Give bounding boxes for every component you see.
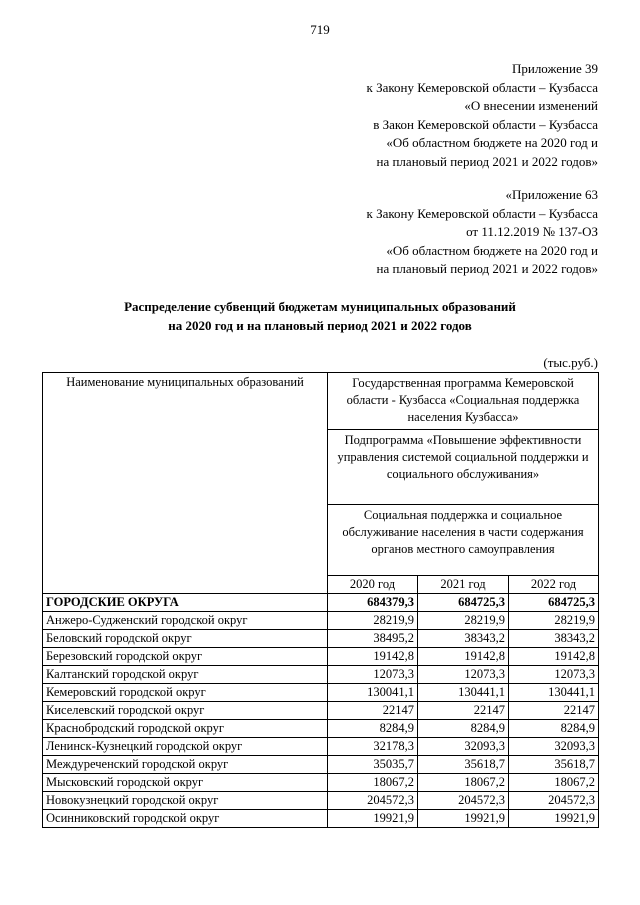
value-2020: 130041,1 [328, 684, 418, 702]
value-2020: 38495,2 [328, 630, 418, 648]
table-row [43, 792, 599, 810]
title-line-2: на 2020 год и на плановый период 2021 и 2022 годов [168, 318, 472, 333]
value-2021: 8284,9 [418, 720, 509, 738]
value-2021: 684725,3 [418, 594, 509, 612]
value-2022: 28219,9 [509, 612, 599, 630]
year-header: 2021 год [418, 576, 509, 594]
value-2022: 204572,3 [509, 792, 599, 810]
table-row [43, 630, 599, 648]
value-2020: 28219,9 [328, 612, 418, 630]
value-2020: 32178,3 [328, 738, 418, 756]
appendix-line: от 11.12.2019 № 137-ОЗ [466, 224, 598, 239]
table-row [43, 756, 599, 774]
column-header-name: Наименование муниципальных образований [43, 373, 328, 594]
appendix-line: к Закону Кемеровской области – Кузбасса [366, 79, 598, 95]
value-2020: 684379,3 [328, 594, 418, 612]
table-row [43, 612, 599, 630]
row-name: Краснобродский городской округ [43, 720, 328, 738]
row-name: Мысковский городской округ [43, 774, 328, 792]
subprogram-header: Подпрограмма «Повышение эффективности управления системой социальной поддержки и социального обслуживания» [328, 430, 599, 505]
appendix-line: «О внесении изменений [464, 98, 598, 113]
total-row [43, 594, 599, 612]
value-2020: 8284,9 [328, 720, 418, 738]
year-header: 2020 год [328, 576, 418, 594]
program-header: Государственная программа Кемеровской области - Кузбасса «Социальная поддержка населения Кузбасса» [328, 373, 599, 430]
value-2020: 18067,2 [328, 774, 418, 792]
row-name: Березовский городской округ [43, 648, 328, 666]
title-line-1: Распределение субвенций бюджетам муниципальных образований [124, 299, 516, 314]
table-row [43, 684, 599, 702]
row-name: Междуреченский городской округ [43, 756, 328, 774]
table-row [43, 702, 599, 720]
value-2021: 18067,2 [418, 774, 509, 792]
subventions-table [42, 372, 599, 828]
value-2021: 32093,3 [418, 738, 509, 756]
value-2022: 38343,2 [509, 630, 599, 648]
appendix-line: на плановый период 2021 и 2022 годов» [376, 153, 598, 169]
measure-header: Социальная поддержка и социальное обслуживание населения в части содержания органов местного самоуправления [328, 505, 599, 576]
value-2022: 8284,9 [509, 720, 599, 738]
value-2021: 19142,8 [418, 648, 509, 666]
appendix-line: Приложение 39 [511, 61, 598, 76]
appendix-line: «Об областном бюджете на 2020 год и [386, 242, 598, 258]
table-row [43, 648, 599, 666]
table-row [43, 666, 599, 684]
value-2020: 204572,3 [328, 792, 418, 810]
year-header: 2022 год [509, 576, 599, 594]
appendix-line: к Закону Кемеровской области – Кузбасса [366, 205, 598, 221]
value-2022: 32093,3 [509, 738, 599, 756]
value-2020: 12073,3 [328, 666, 418, 684]
value-2022: 18067,2 [509, 774, 599, 792]
appendix-current [367, 60, 599, 171]
value-2020: 19142,8 [328, 648, 418, 666]
row-name: Киселевский городской округ [43, 702, 328, 720]
value-2021: 22147 [418, 702, 509, 720]
table-row [43, 774, 599, 792]
appendix-line: «Приложение 63 [505, 187, 598, 202]
row-name: Новокузнецкий городской округ [43, 792, 328, 810]
value-2022: 22147 [509, 702, 599, 720]
value-2022: 19921,9 [509, 810, 599, 828]
page-number: 719 [310, 22, 330, 37]
document-title [0, 297, 640, 335]
value-2022: 35618,7 [509, 756, 599, 774]
table-row [43, 720, 599, 738]
value-2022: 130441,1 [509, 684, 599, 702]
value-2021: 38343,2 [418, 630, 509, 648]
row-name: Калтанский городской округ [43, 666, 328, 684]
value-2021: 28219,9 [418, 612, 509, 630]
value-2022: 684725,3 [509, 594, 599, 612]
value-2022: 19142,8 [509, 648, 599, 666]
appendix-line: на плановый период 2021 и 2022 годов» [376, 261, 598, 276]
row-name: Осинниковский городской округ [43, 810, 328, 828]
value-2021: 35618,7 [418, 756, 509, 774]
table-row [43, 810, 599, 828]
appendix-original [367, 186, 599, 279]
value-2021: 19921,9 [418, 810, 509, 828]
table-row [43, 738, 599, 756]
row-name: Беловский городской округ [43, 630, 328, 648]
value-2021: 130441,1 [418, 684, 509, 702]
appendix-line: «Об областном бюджете на 2020 год и [386, 135, 598, 150]
value-2020: 19921,9 [328, 810, 418, 828]
appendix-line: в Закон Кемеровской области – Кузбасса [373, 116, 598, 132]
value-2021: 12073,3 [418, 666, 509, 684]
value-2020: 35035,7 [328, 756, 418, 774]
unit-label: (тыс.руб.) [543, 355, 598, 370]
value-2022: 12073,3 [509, 666, 599, 684]
row-name: ГОРОДСКИЕ ОКРУГА [43, 594, 328, 612]
row-name: Кемеровский городской округ [43, 684, 328, 702]
value-2021: 204572,3 [418, 792, 509, 810]
row-name: Анжеро-Судженский городской округ [43, 612, 328, 630]
row-name: Ленинск-Кузнецкий городской округ [43, 738, 328, 756]
value-2020: 22147 [328, 702, 418, 720]
